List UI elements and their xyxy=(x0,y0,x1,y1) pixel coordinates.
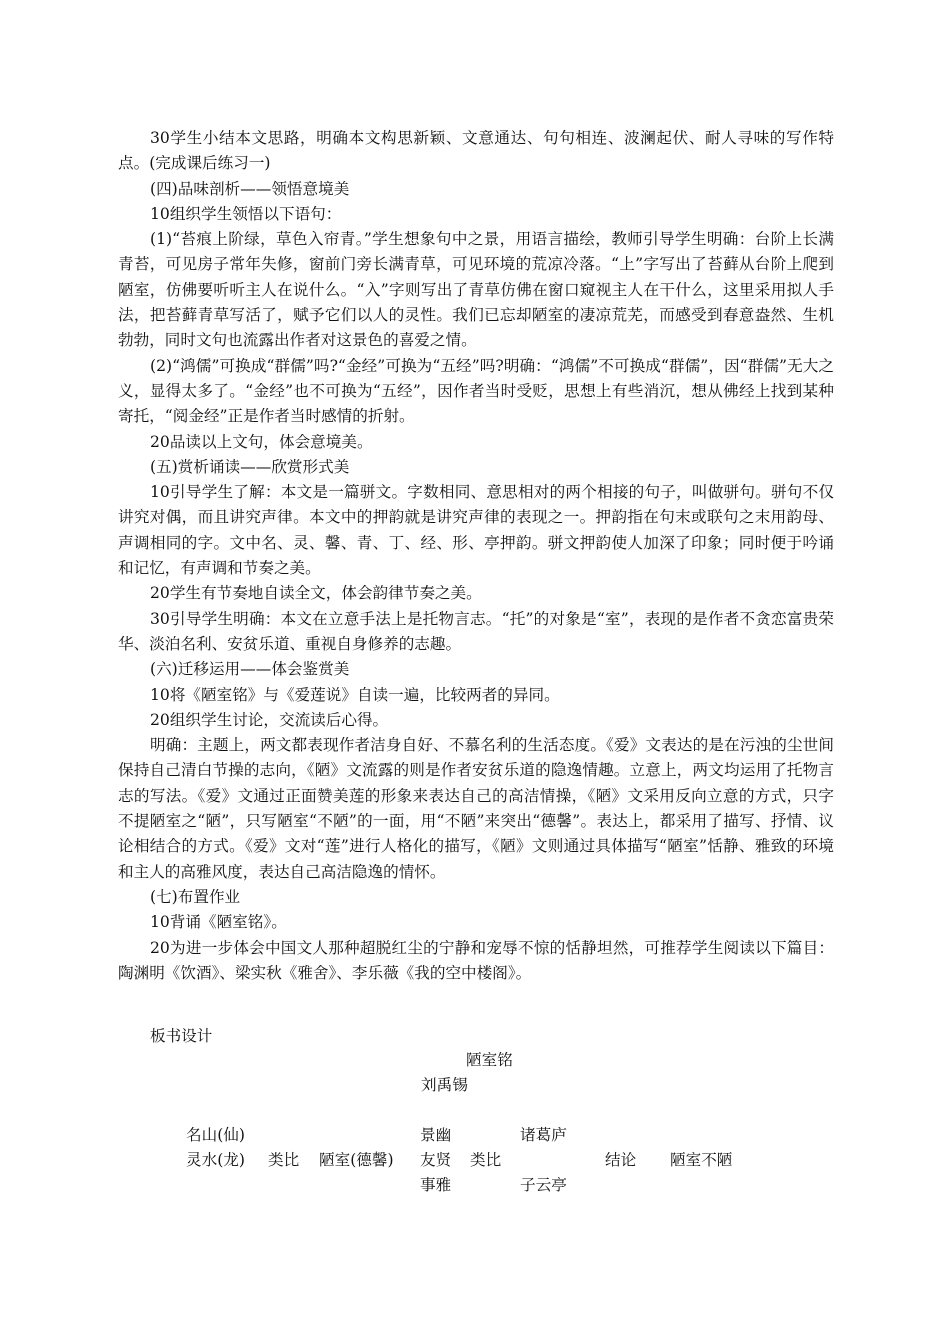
section-heading: (四)品味剖析——领悟意境美 xyxy=(150,179,350,198)
paragraph: 10引导学生了解：本文是一篇骈文。字数相同、意思相对的两个相接的句子，叫做骈句。骈句不仅讲究对偶，而且讲究声律。本文中的押韵就是讲究声律的表现之一。押韵指在句末或联句之末用韵母、声调相同的字。文中名、灵、馨、青、丁、经、形、亭押韵。骈文押韵使人加深了印象；同时便于吟诵和记忆，有声调和节奏之美。 xyxy=(118,483,834,578)
section-heading: (六)迁移运用——体会鉴赏美 xyxy=(150,660,350,679)
board-item: 陋室(德馨) xyxy=(319,1151,394,1169)
paragraph: (2)“鸿儒”可换成“群儒”吗?“金经”可换为“五经”吗?明确：“鸿儒”不可换成“群儒”，因“群儒”无大之义，显得太多了。“金经”也不可换为“五经”，因作者当时受贬，思想上有些消沉，想从佛经上找到某种寄托，“阅金经”正是作者当时感情的折射。 xyxy=(118,356,834,426)
paragraph: 20为进一步体会中国文人那种超脱红尘的宁静和宠辱不惊的恬静坦然，可推荐学生阅读以下篇目：陶渊明《饮酒》、梁实秋《雅舍》、李乐薇《我的空中楼阁》。 xyxy=(118,938,834,982)
paragraph: 10组织学生领悟以下语句： xyxy=(150,204,342,223)
paragraph: 10将《陋室铭》与《爱莲说》自读一遍，比较两者的异同。 xyxy=(150,685,560,704)
paragraph: 30学生小结本文思路，明确本文构思新颖、文意通达、句句相连、波澜起伏、耐人寻味的写作特点。(完成课后练习一) xyxy=(118,129,834,173)
board-author: 刘禹锡 xyxy=(421,1076,468,1094)
board-item: 名山(仙) xyxy=(186,1126,245,1144)
board-design-heading: 板书设计 xyxy=(150,1027,213,1045)
board-item: 结论 xyxy=(605,1151,637,1169)
paragraph: 20品读以上文句，体会意境美。 xyxy=(150,432,373,451)
board-item: 灵水(龙) xyxy=(186,1151,245,1169)
paragraph: (1)“苔痕上阶绿，草色入帘青。”学生想象句中之景，用语言描绘，教师引导学生明确：台阶上长满青苔，可见房子常年失修，窗前门旁长满青草，可见环境的荒凉冷落。“上”字写出了苔藓从台阶上爬到陋室，仿佛要听听主人在说什么。“入”字则写出了青草仿佛在窗口窥视主人在干什么，这里采用拟人手法，把苔藓青草写活了，赋予它们以人的灵性。我们已忘却陋室的凄凉荒芜，而感受到春意盎然、生机勃勃，同时文句也流露出作者对这景色的喜爱之情。 xyxy=(118,230,834,350)
paragraph: 明确：主题上，两文都表现作者洁身自好、不慕名利的生活态度。《爱》文表达的是在污浊的尘世间保持自己清白节操的志向，《陋》文流露的则是作者安贫乐道的隐逸情趣。立意上，两文均运用了托物言志的写法。《爱》文通过正面赞美莲的形象来表达自己的高洁情操，《陋》文采用反向立意的方式，只字不提陋室之“陋”，只写陋室“不陋”的一面，用“不陋”来突出“德馨”。表达上，都采用了描写、抒情、议论相结合的方式。《爱》文对“莲”进行人格化的描写，《陋》文则通过具体描写“陋室”恬静、雅致的环境和主人的高雅风度，表达自己高洁隐逸的情怀。 xyxy=(118,736,834,881)
section-heading: (七)布置作业 xyxy=(150,887,241,906)
board-item: 类比 xyxy=(470,1151,502,1169)
board-item: 子云亭 xyxy=(520,1176,567,1194)
board-item: 事雅 xyxy=(420,1176,452,1194)
board-item: 友贤 xyxy=(420,1151,452,1169)
lesson-body xyxy=(118,126,834,986)
board-title: 陋室铭 xyxy=(466,1051,513,1069)
board-item: 陋室不陋 xyxy=(670,1151,733,1169)
paragraph: 20学生有节奏地自读全文，体会韵律节奏之美。 xyxy=(150,584,482,603)
paragraph: 30引导学生明确：本文在立意手法上是托物言志。“托”的对象是“室”，表现的是作者不贪恋富贵荣华、淡泊名利、安贫乐道、重视自身修养的志趣。 xyxy=(118,609,834,653)
section-heading: (五)赏析诵读——欣赏形式美 xyxy=(150,457,350,476)
paragraph: 20组织学生讨论，交流读后心得。 xyxy=(150,710,389,729)
board-item: 诸葛庐 xyxy=(520,1126,567,1144)
board-item: 类比 xyxy=(268,1151,300,1169)
paragraph: 10背诵《陋室铭》。 xyxy=(150,913,287,932)
board-item: 景幽 xyxy=(420,1126,452,1144)
